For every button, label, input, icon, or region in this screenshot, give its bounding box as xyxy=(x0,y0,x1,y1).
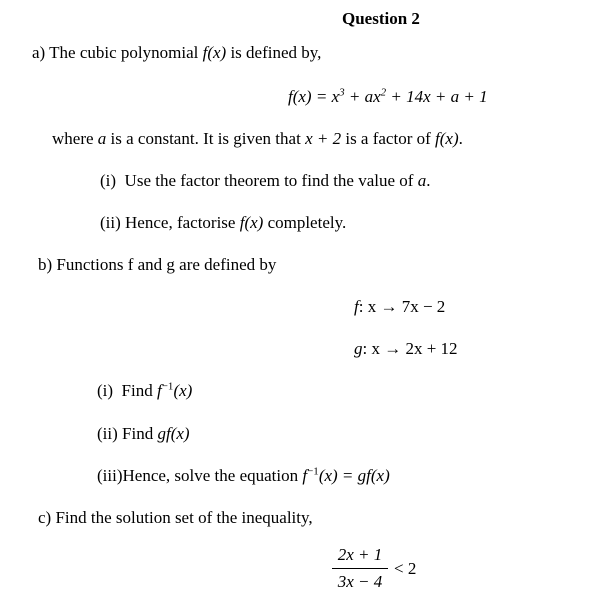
given-fx: f(x) xyxy=(435,129,459,148)
part-b-ii-text: Find xyxy=(122,424,158,443)
part-b-iii-label: (iii) xyxy=(97,466,123,485)
given-prefix: where xyxy=(52,129,98,148)
g-definition xyxy=(354,338,458,360)
given-mid: is a constant. It is given that xyxy=(106,129,306,148)
part-a-i-var: a xyxy=(417,171,427,190)
part-b-i-text: Find xyxy=(121,381,157,400)
inequality-relation: < 2 xyxy=(394,559,417,578)
part-a-given xyxy=(52,128,463,150)
given-a: a xyxy=(97,129,107,148)
part-b-iii-rest: (x) = gf(x) xyxy=(318,466,390,485)
inequality-fraction xyxy=(332,544,388,593)
part-a-i-text: Use the factor theorem to find the value of xyxy=(124,171,418,190)
part-a-intro-text: a) The cubic polynomial xyxy=(32,43,203,62)
part-a-i-label: (i) xyxy=(100,171,117,190)
eq-lhs: f(x) = x xyxy=(288,87,340,106)
part-b-i-exp: −1 xyxy=(161,380,174,393)
part-b-i xyxy=(97,380,192,402)
part-a-ii-text: Hence, factorise xyxy=(125,213,240,232)
part-b-iii xyxy=(97,465,390,487)
given-mid2: is a factor of xyxy=(341,129,436,148)
part-a-arg: (x) xyxy=(207,43,227,62)
g-def-name: g xyxy=(354,339,363,358)
eq-exp-3: 3 xyxy=(339,86,345,99)
part-b-iii-text: Hence, solve the equation xyxy=(122,466,303,485)
g-def-rest: : x → 2x + 12 xyxy=(362,339,458,358)
part-a-ii-end: completely. xyxy=(263,213,347,232)
given-end: . xyxy=(458,129,463,148)
f-def-name: f xyxy=(354,297,359,316)
part-b-ii-label: (ii) xyxy=(97,424,118,443)
eq-exp-2: 2 xyxy=(380,86,387,99)
question-title: Question 2 xyxy=(342,9,420,28)
part-b-intro: b) Functions f and g are defined by xyxy=(38,255,277,274)
eq-rhs: + 14x + a + 1 xyxy=(386,87,488,106)
part-b-iii-fn: f xyxy=(302,466,308,485)
part-a-ii-label: (ii) xyxy=(100,213,121,232)
part-a-fn: f xyxy=(202,43,208,62)
f-def-rest: : x → 7x − 2 xyxy=(358,297,446,316)
part-a-i xyxy=(100,170,430,192)
f-definition xyxy=(354,296,445,318)
part-b-ii xyxy=(97,423,190,445)
part-a-ii-fx: f(x) xyxy=(239,213,264,232)
part-b-i-fn: f xyxy=(156,381,162,400)
eq-mid: + ax xyxy=(344,87,381,106)
part-b-i-arg: (x) xyxy=(173,381,193,400)
part-a-i-end: . xyxy=(426,171,431,190)
part-a-equation xyxy=(288,86,488,108)
part-b-ii-fn: gf(x) xyxy=(157,424,190,443)
given-factor: x + 2 xyxy=(305,129,342,148)
part-a-intro xyxy=(32,42,321,64)
fraction-bar xyxy=(332,568,388,569)
part-b-i-label: (i) xyxy=(97,381,114,400)
fraction-denominator: 3x − 4 xyxy=(337,572,383,591)
part-c-intro: c) Find the solution set of the inequality, xyxy=(38,508,313,527)
part-a-ii xyxy=(100,212,346,234)
part-a-intro-suffix: is defined by, xyxy=(226,43,322,62)
fraction-numerator: 2x + 1 xyxy=(337,545,383,564)
part-b-iii-exp: −1 xyxy=(307,465,319,478)
